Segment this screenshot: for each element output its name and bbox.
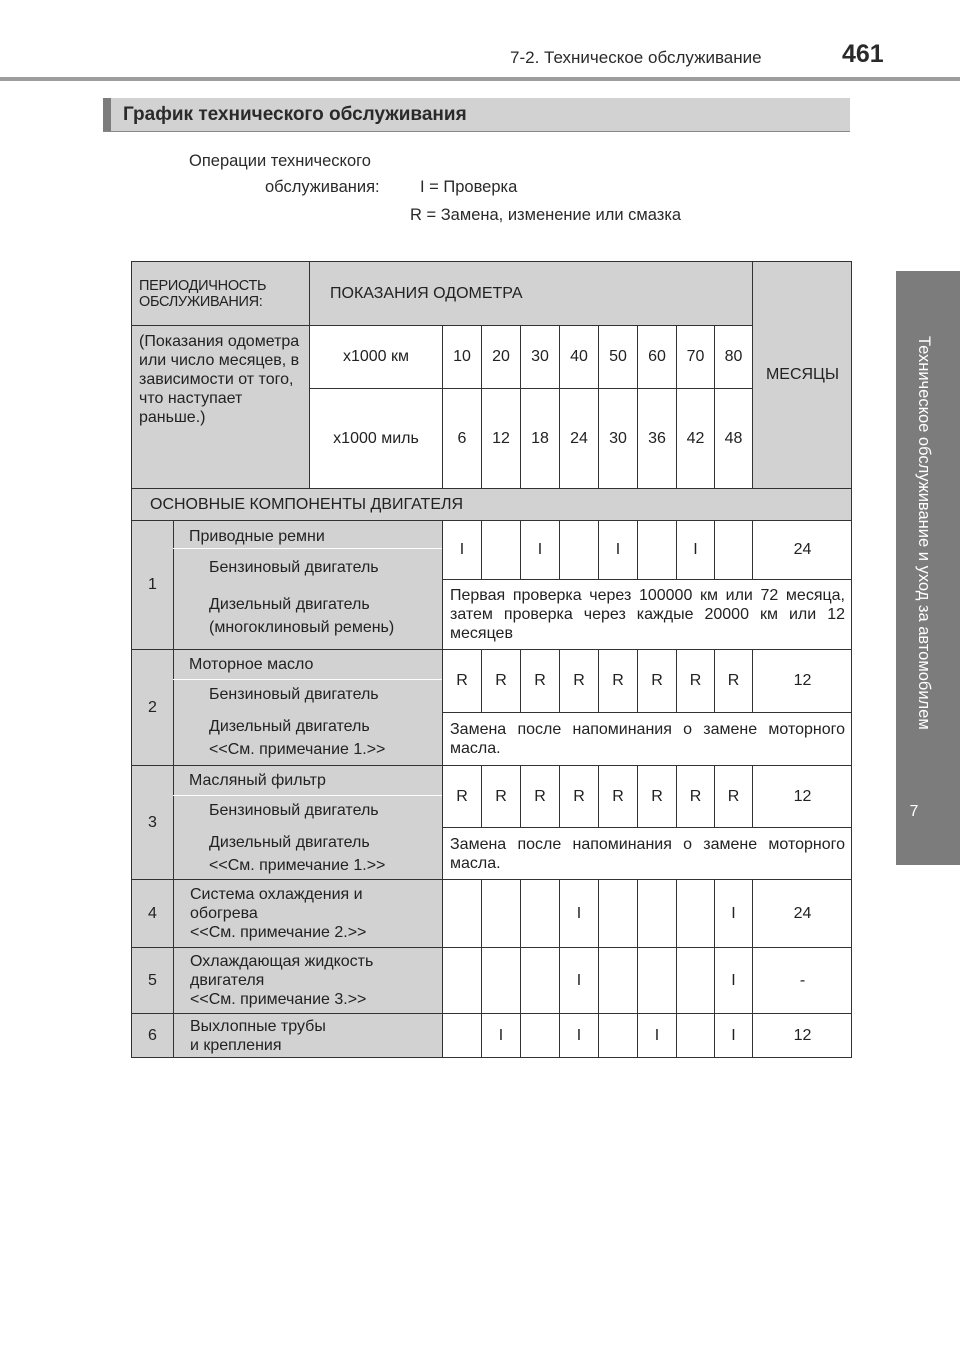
- km-value-cell: 70: [676, 325, 714, 388]
- schedule-cell: I: [714, 879, 752, 947]
- schedule-cell: I: [559, 947, 598, 1013]
- petrol-engine-label: Бензиновый двигатель: [209, 802, 379, 819]
- item-subdivider: [173, 548, 442, 549]
- schedule-cell: [676, 879, 714, 947]
- petrol-engine-label: Бензиновый двигатель: [209, 686, 379, 703]
- km-value-cell: 10: [442, 325, 481, 388]
- mile-value-cell: 42: [676, 388, 714, 488]
- months-header: МЕСЯЦЫ: [752, 261, 852, 488]
- item-name: Приводные ремни: [189, 528, 325, 545]
- item-number: 1: [131, 520, 173, 649]
- km-value-cell: 50: [598, 325, 637, 388]
- schedule-cell: [481, 947, 520, 1013]
- item-name: Моторное масло: [189, 656, 314, 673]
- schedule-cell: [676, 1013, 714, 1058]
- mile-value-cell: 6: [442, 388, 481, 488]
- schedule-cell: [637, 520, 676, 579]
- schedule-cell: I: [637, 1013, 676, 1058]
- mile-value-cell: 30: [598, 388, 637, 488]
- schedule-cell: [598, 879, 637, 947]
- item-note: <<См. примечание 2.>>: [190, 924, 367, 941]
- diesel-engine-label: Дизельный двигатель: [209, 718, 370, 735]
- schedule-cell: R: [442, 649, 481, 712]
- schedule-cell: R: [559, 649, 598, 712]
- engine-components-row: ОСНОВНЫЕ КОМПОНЕНТЫ ДВИГАТЕЛЯ: [131, 488, 852, 520]
- item-note: <<См. примечание 3.>>: [190, 991, 367, 1008]
- item-subdivider: [173, 679, 442, 680]
- km-value-cell: 20: [481, 325, 520, 388]
- schedule-cell: [442, 947, 481, 1013]
- schedule-cell: R: [481, 765, 520, 827]
- item-name-cell: [173, 947, 442, 1013]
- km-value-cell: 30: [520, 325, 559, 388]
- schedule-cell: R: [520, 765, 559, 827]
- legend-replace-definition: R = Замена, изменение или смазка: [410, 206, 682, 224]
- page-number: 461: [842, 40, 884, 68]
- odometer-header: ПОКАЗАНИЯ ОДОМЕТРА: [309, 261, 752, 325]
- section-title-bar: [103, 98, 850, 131]
- item-subdivider: [173, 795, 442, 796]
- schedule-cell: I: [676, 520, 714, 579]
- months-cell: 12: [752, 765, 852, 827]
- item-number: 3: [131, 765, 173, 879]
- diesel-schedule-text: Замена после напоминания о замене моторного масла.: [442, 827, 852, 879]
- schedule-cell: I: [714, 947, 752, 1013]
- months-cell: -: [752, 947, 852, 1013]
- item-name-cell: [173, 879, 442, 947]
- item-name-line: Охлаждающая жидкость: [190, 953, 374, 970]
- diesel-engine-note: (многоклиновый ремень): [209, 619, 395, 636]
- maintenance-schedule-table: [131, 261, 852, 1058]
- schedule-cell: [520, 879, 559, 947]
- item-name-line: двигателя: [190, 972, 265, 989]
- diesel-engine-label: Дизельный двигатель: [209, 596, 370, 613]
- item-number: 6: [131, 1013, 173, 1058]
- chapter-number: 7: [909, 803, 919, 820]
- schedule-cell: [637, 947, 676, 1013]
- schedule-cell: [481, 520, 520, 579]
- schedule-cell: [598, 1013, 637, 1058]
- schedule-cell: I: [481, 1013, 520, 1058]
- diesel-engine-note: <<См. примечание 1.>>: [209, 741, 386, 758]
- schedule-cell: R: [520, 649, 559, 712]
- item-name-line: Выхлопные трубы: [190, 1018, 326, 1035]
- schedule-cell: R: [714, 649, 752, 712]
- schedule-cell: R: [598, 649, 637, 712]
- mile-value-cell: 36: [637, 388, 676, 488]
- section-title: График технического обслуживания: [123, 104, 467, 125]
- table-border-bottom: [131, 1057, 852, 1058]
- mile-value-cell: 12: [481, 388, 520, 488]
- schedule-cell: R: [481, 649, 520, 712]
- km-value-cell: 80: [714, 325, 752, 388]
- months-cell: 12: [752, 1013, 852, 1058]
- condition-note: (Показания одометра или число месяцев, в зависимости от того, что наступает раньше.): [131, 325, 309, 488]
- schedule-cell: R: [676, 649, 714, 712]
- item-name-line: Система охлаждения и: [190, 886, 363, 903]
- schedule-cell: I: [442, 520, 481, 579]
- schedule-cell: [559, 520, 598, 579]
- petrol-engine-label: Бензиновый двигатель: [209, 559, 379, 576]
- item-name-line: и крепления: [190, 1037, 282, 1054]
- legend-line-2: обслуживания:: [265, 178, 380, 196]
- schedule-cell: R: [442, 765, 481, 827]
- legend-inspect-definition: I = Проверка: [420, 178, 518, 196]
- periodicity-header: ПЕРИОДИЧНОСТЬ ОБСЛУЖИВАНИЯ:: [131, 261, 309, 325]
- diesel-schedule-text: Замена после напоминания о замене моторного масла.: [442, 712, 852, 765]
- item-name-line: обогрева: [190, 905, 258, 922]
- schedule-cell: I: [520, 520, 559, 579]
- schedule-cell: I: [559, 879, 598, 947]
- schedule-cell: I: [559, 1013, 598, 1058]
- km-unit-cell: x1000 км: [309, 325, 442, 388]
- schedule-cell: [442, 1013, 481, 1058]
- item-number: 5: [131, 947, 173, 1013]
- item-number: 2: [131, 649, 173, 765]
- mile-value-cell: 24: [559, 388, 598, 488]
- schedule-cell: R: [637, 765, 676, 827]
- legend-line-1: Операции технического: [189, 152, 371, 170]
- schedule-cell: [520, 1013, 559, 1058]
- diesel-engine-label: Дизельный двигатель: [209, 834, 370, 851]
- item-number: 4: [131, 879, 173, 947]
- running-header: 7-2. Техническое обслуживание: [510, 48, 762, 67]
- diesel-engine-note: <<См. примечание 1.>>: [209, 857, 386, 874]
- schedule-cell: R: [637, 649, 676, 712]
- mile-value-cell: 48: [714, 388, 752, 488]
- schedule-cell: [676, 947, 714, 1013]
- schedule-cell: I: [714, 1013, 752, 1058]
- schedule-cell: R: [676, 765, 714, 827]
- months-cell: 12: [752, 649, 852, 712]
- schedule-cell: [520, 947, 559, 1013]
- months-cell: 24: [752, 520, 852, 579]
- table-border-right: [851, 261, 852, 1058]
- km-value-cell: 60: [637, 325, 676, 388]
- schedule-cell: R: [598, 765, 637, 827]
- schedule-cell: I: [598, 520, 637, 579]
- schedule-cell: [598, 947, 637, 1013]
- section-title-accent: [103, 98, 111, 131]
- months-cell: 24: [752, 879, 852, 947]
- item-name: Масляный фильтр: [189, 772, 326, 789]
- schedule-cell: R: [559, 765, 598, 827]
- diesel-schedule-text: Первая проверка через 100000 км или 72 месяца, затем проверка через каждые 20000 км или 12 месяцев: [442, 579, 852, 649]
- chapter-side-tab-text: Техническое обслуживание и уход за автомобилем: [915, 336, 933, 730]
- section-underline: [103, 131, 850, 132]
- mile-value-cell: 18: [520, 388, 559, 488]
- schedule-cell: [637, 879, 676, 947]
- mile-unit-cell: x1000 миль: [309, 388, 442, 488]
- item-name-cell: [173, 1013, 442, 1058]
- schedule-cell: [442, 879, 481, 947]
- schedule-cell: [714, 520, 752, 579]
- km-value-cell: 40: [559, 325, 598, 388]
- schedule-cell: R: [714, 765, 752, 827]
- schedule-cell: [481, 879, 520, 947]
- header-rule: [0, 77, 960, 81]
